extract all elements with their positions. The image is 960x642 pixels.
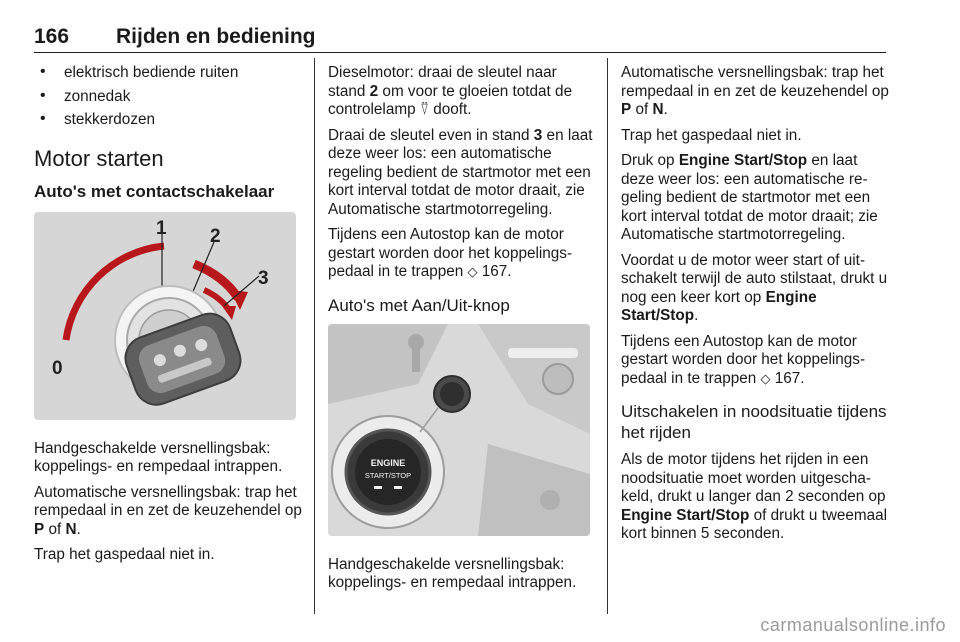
watermark: carmanualsonline.info [760, 615, 946, 635]
paragraph: Handgeschakelde versnellingsbak: koppelings- en rempedaal intrappen. [34, 439, 283, 475]
page-header [34, 22, 886, 53]
paragraph: Druk op Engine Start/Stop en laat deze weer los: een automatische regeling bedient de startmotor met een kort interval totdat de motor draait; zie Automatische startmotorregeling. [621, 152, 878, 243]
glow-plug-icon: ⍢ [419, 101, 430, 118]
paragraph: Trap het gaspedaal niet in. [34, 546, 215, 563]
position-label-0: 0 [52, 357, 63, 379]
start-stop-button-figure [328, 324, 590, 536]
list-item: • zonnedak [34, 88, 302, 107]
paragraph: Automatische versnellingsbak: trap het rempedaal in en zet de keuzehendel op P of N. [34, 483, 302, 538]
column-3 [621, 64, 889, 551]
list-item: • elektrisch bediende ruiten [34, 64, 302, 83]
page-number: 166 [34, 25, 70, 48]
column-divider [314, 58, 315, 614]
paragraph: Draai de sleutel even in stand 3 en laat deze weer los: een automatische regeling bedient de startmotor met een kort interval totdat de motor draait, zie Automatische startmotorregeling. [328, 126, 593, 218]
engine-label: ENGINE [370, 457, 406, 468]
feature-list [34, 64, 302, 130]
subsection-heading: Auto's met Aan/Uit-knop [328, 295, 510, 315]
column-2 [328, 64, 594, 600]
paragraph: Voordat u de motor weer start of uitschakelt terwijl de auto stilstaat, drukt u nog een keer kort op Engine Start/Stop. [621, 251, 888, 324]
column-divider [607, 58, 608, 614]
position-label-1: 1 [156, 217, 167, 239]
position-label-3: 3 [258, 267, 269, 289]
start-stop-illustration [328, 324, 590, 536]
section-heading: Motor starten [34, 145, 164, 171]
column-1 [34, 64, 302, 572]
page-reference-icon: ◇ [760, 371, 771, 387]
ignition-key-figure [34, 212, 296, 420]
subsection-heading: Uitschakelen in noodsituatie tijdens het rijden [621, 402, 887, 442]
page-reference-icon: ◇ [467, 265, 478, 280]
ignition-illustration [34, 212, 296, 420]
paragraph: Als de motor tijdens het rijden in een noodsituatie moet worden uitgeschakeld, drukt u langer dan 2 seconden op Engine Start/Stop of drukt u tweemaal kort binnen 5 seconden. [621, 451, 888, 542]
paragraph: Trap het gaspedaal niet in. [621, 126, 802, 144]
paragraph: Tijdens een Autostop kan de motor gestart worden door het koppelingspedaal in te trappen ◇ 167. [328, 226, 573, 280]
start-stop-label: START/STOP [364, 470, 412, 480]
paragraph: Dieselmotor: draai de sleutel naar stand 2 om voor te gloeien totdat de controlelamp ⍢ dooft. [328, 64, 573, 118]
position-label-2: 2 [210, 225, 221, 247]
page-title: Rijden en bediening [116, 25, 316, 48]
paragraph: Automatische versnellingsbak: trap het rempedaal in en zet de keuzehendel op P of N. [621, 64, 889, 118]
list-item: • stekkerdozen [34, 111, 302, 130]
subsection-heading: Auto's met contactschakelaar [34, 181, 275, 201]
paragraph: Handgeschakelde versnellingsbak: koppelings- en rempedaal intrappen. [328, 555, 577, 591]
paragraph: Tijdens een Autostop kan de motor gestart worden door het koppelingspedaal in te trappen ◇ 167. [621, 332, 866, 387]
